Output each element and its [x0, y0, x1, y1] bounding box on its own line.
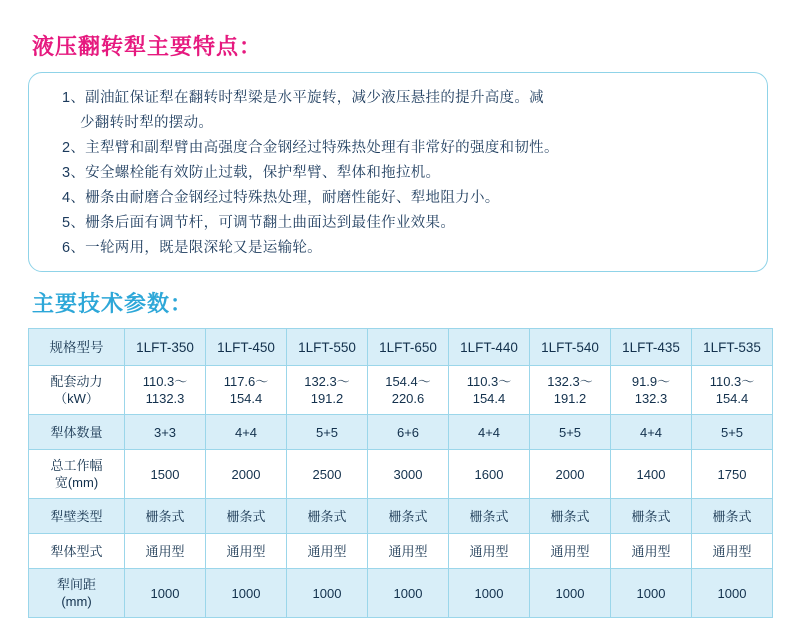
header-model: 1LFT-540 [530, 329, 611, 366]
row-label-line2: 宽(mm) [54, 475, 99, 490]
cell-line2: 191.2 [310, 391, 344, 406]
table-cell: 4+4 [206, 415, 287, 450]
table-cell: 栅条式 [206, 499, 287, 534]
table-cell [611, 366, 692, 415]
table-cell: 通用型 [368, 534, 449, 569]
feature-item: 2、主犁臂和副犁臂由高强度合金钢经过特殊热处理有非常好的强度和韧性。 [62, 140, 559, 156]
feature-item: 1、副油缸保证犁在翻转时犁梁是水平旋转，减少液压悬挂的提升高度。减 [62, 90, 544, 106]
feature-item: 5、栅条后面有调节杆，可调节翻土曲面达到最佳作业效果。 [62, 215, 456, 231]
table-cell: 3+3 [125, 415, 206, 450]
table-row [29, 499, 773, 534]
table-cell: 1000 [611, 569, 692, 618]
table-cell [206, 366, 287, 415]
feature-item-continuation: 少翻转时犁的摆动。 [80, 115, 214, 131]
feature-item: 3、安全螺栓能有效防止过载，保护犁臂、犁体和拖拉机。 [62, 165, 441, 181]
row-label-line1: 犁间距 [56, 577, 96, 592]
table-cell [692, 366, 773, 415]
table-cell: 栅条式 [287, 499, 368, 534]
cell-line1: 110.3～ [709, 374, 755, 389]
feature-item: 6、一轮两用，既是限深轮又是运输轮。 [62, 240, 322, 256]
table-cell: 5+5 [287, 415, 368, 450]
table-cell: 5+5 [692, 415, 773, 450]
cell-line1: 154.4～ [385, 374, 431, 389]
table-cell: 栅条式 [449, 499, 530, 534]
row-label [29, 569, 125, 618]
table-cell: 1000 [530, 569, 611, 618]
table-cell: 栅条式 [530, 499, 611, 534]
spec-table [28, 328, 773, 618]
table-cell: 通用型 [449, 534, 530, 569]
cell-line1: 117.6～ [223, 374, 269, 389]
table-cell: 5+5 [530, 415, 611, 450]
row-label-line1: 配套动力 [50, 374, 103, 389]
header-model: 1LFT-450 [206, 329, 287, 366]
table-cell: 通用型 [530, 534, 611, 569]
cell-line1: 132.3～ [304, 374, 350, 389]
table-cell [368, 366, 449, 415]
table-row [29, 569, 773, 618]
table-row [29, 366, 773, 415]
row-label: 犁壁类型 [29, 499, 125, 534]
table-cell: 2000 [206, 450, 287, 499]
header-model: 1LFT-435 [611, 329, 692, 366]
cell-line2: 154.4 [715, 391, 749, 406]
table-cell [449, 366, 530, 415]
table-cell [125, 366, 206, 415]
table-cell: 栅条式 [611, 499, 692, 534]
table-cell: 1000 [368, 569, 449, 618]
table-cell: 栅条式 [692, 499, 773, 534]
header-model: 1LFT-650 [368, 329, 449, 366]
table-row [29, 534, 773, 569]
row-label [29, 450, 125, 499]
header-model: 1LFT-440 [449, 329, 530, 366]
features-heading: 液压翻转犁主要特点： [32, 34, 263, 59]
cell-line2: 191.2 [553, 391, 587, 406]
table-cell: 1000 [206, 569, 287, 618]
table-cell: 3000 [368, 450, 449, 499]
table-cell: 4+4 [611, 415, 692, 450]
table-header-row [29, 329, 773, 366]
row-label-line1: 总工作幅 [50, 458, 103, 473]
specs-heading: 主要技术参数： [32, 291, 194, 316]
table-cell: 1750 [692, 450, 773, 499]
cell-line1: 91.9～ [631, 374, 671, 389]
header-model: 1LFT-350 [125, 329, 206, 366]
table-cell: 6+6 [368, 415, 449, 450]
table-cell: 2000 [530, 450, 611, 499]
row-label-line2: (mm) [61, 594, 92, 609]
row-label-line2: （kW） [54, 391, 99, 406]
cell-line2: 220.6 [391, 391, 425, 406]
table-cell: 通用型 [206, 534, 287, 569]
cell-line2: 154.4 [472, 391, 506, 406]
table-cell: 2500 [287, 450, 368, 499]
table-cell: 4+4 [449, 415, 530, 450]
table-row [29, 415, 773, 450]
table-cell: 1000 [449, 569, 530, 618]
cell-line1: 110.3～ [466, 374, 512, 389]
cell-line2: 1132.3 [145, 391, 185, 406]
header-model: 1LFT-550 [287, 329, 368, 366]
table-cell: 1000 [287, 569, 368, 618]
cell-line1: 110.3～ [142, 374, 188, 389]
cell-line2: 132.3 [634, 391, 668, 406]
cell-line1: 132.3～ [547, 374, 593, 389]
table-cell [287, 366, 368, 415]
table-cell: 1000 [692, 569, 773, 618]
table-cell: 通用型 [611, 534, 692, 569]
feature-item: 4、栅条由耐磨合金钢经过特殊热处理，耐磨性能好、犁地阻力小。 [62, 190, 500, 206]
header-model: 1LFT-535 [692, 329, 773, 366]
table-cell: 通用型 [125, 534, 206, 569]
table-cell: 栅条式 [125, 499, 206, 534]
row-label: 犁体数量 [29, 415, 125, 450]
features-list [62, 86, 752, 261]
table-cell: 通用型 [287, 534, 368, 569]
cell-line2: 154.4 [229, 391, 263, 406]
table-cell: 1400 [611, 450, 692, 499]
header-label: 规格型号 [29, 329, 125, 366]
row-label: 犁体型式 [29, 534, 125, 569]
table-cell: 1600 [449, 450, 530, 499]
table-row [29, 450, 773, 499]
table-cell: 栅条式 [368, 499, 449, 534]
table-cell: 1000 [125, 569, 206, 618]
table-cell [530, 366, 611, 415]
table-cell: 1500 [125, 450, 206, 499]
row-label [29, 366, 125, 415]
table-cell: 通用型 [692, 534, 773, 569]
